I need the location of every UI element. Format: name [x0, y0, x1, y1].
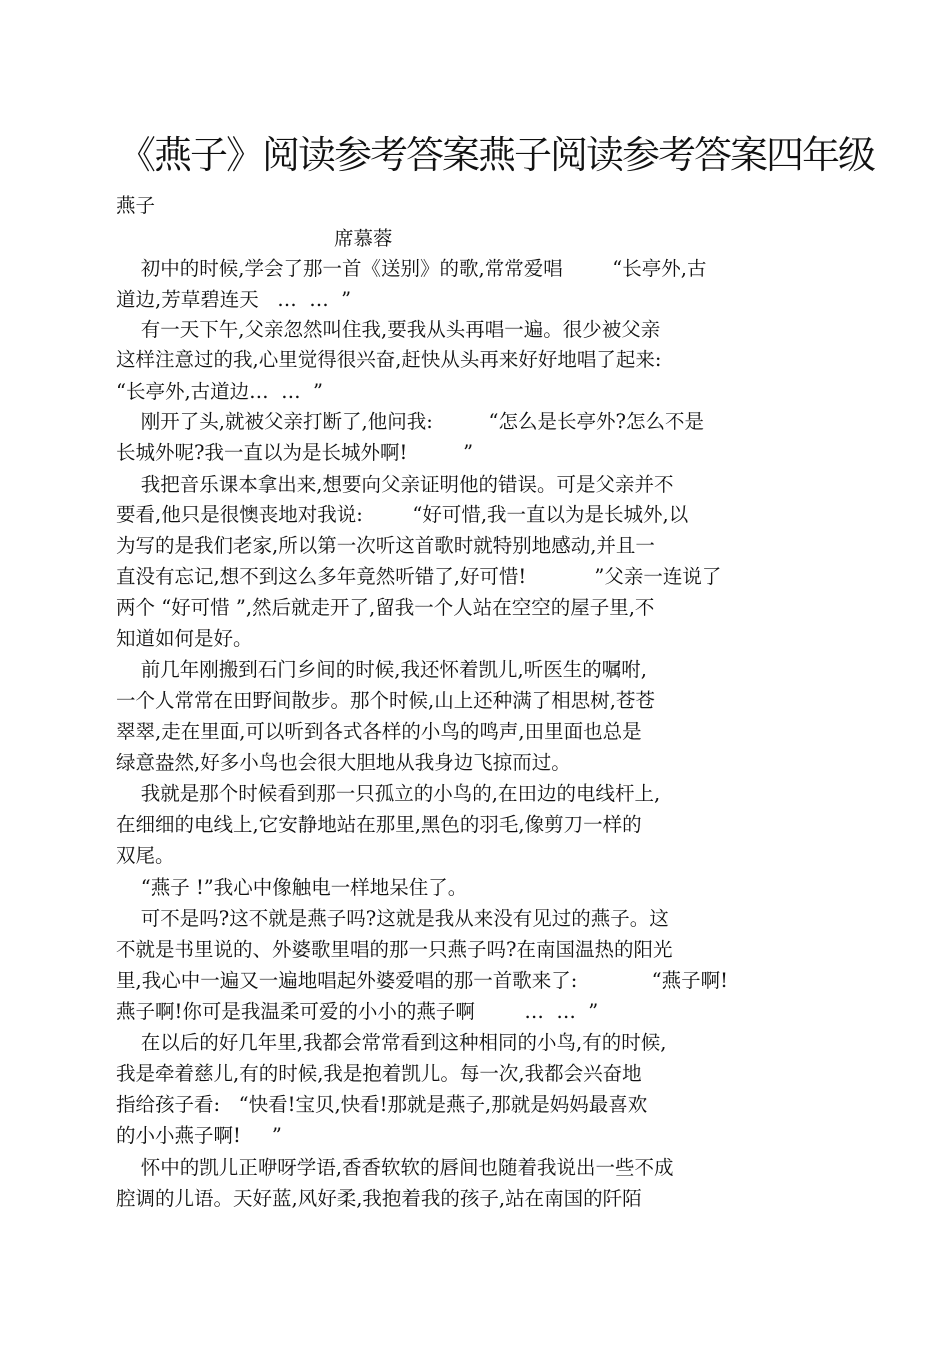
document-title: 《燕子》阅读参考答案燕子阅读参考答案四年级	[118, 133, 875, 177]
text-line: 要看,他只是很懊丧地对我说: “好可惜,我一直以为是长城外,以	[116, 503, 689, 526]
text-line: 有一天下午,父亲忽然叫住我,要我从头再唱一遍。很少被父亲	[116, 318, 661, 341]
article-author: 席慕蓉	[334, 227, 393, 250]
text-line: “燕子 !”我心中像触电一样地呆住了。	[116, 876, 468, 899]
text-line: 长城外呢?我一直以为是长城外啊! ”	[116, 441, 474, 464]
text-line: 我就是那个时候看到那一只孤立的小鸟的,在田边的电线杆上,	[116, 782, 661, 805]
text-line: 两个 “好可惜 ”,然后就走开了,留我一个人站在空空的屋子里,不	[116, 596, 655, 619]
text-line: 前几年刚搬到石门乡间的时候,我还怀着凯儿,听医生的嘱咐,	[116, 658, 647, 681]
text-line: 可不是吗?这不就是燕子吗?这就是我从来没有见过的燕子。这	[116, 907, 669, 930]
text-line: 这样注意过的我,心里觉得很兴奋,赶快从头再来好好地唱了起来:	[116, 348, 662, 371]
text-line: 为写的是我们老家,所以第一次听这首歌时就特别地感动,并且一	[116, 534, 655, 557]
text-line: 直没有忘记,想不到这么多年竟然听错了,好可惜! ”父亲一连说了	[116, 565, 722, 588]
text-line: 初中的时候,学会了那一首《送别》的歌,常常爱唱 “长亭外,古	[116, 257, 707, 280]
text-line: 刚开了头,就被父亲打断了,他问我: “怎么是长亭外?怎么不是	[116, 410, 704, 433]
text-line: 我是牵着慈儿,有的时候,我是抱着凯儿。每一次,我都会兴奋地	[116, 1062, 642, 1085]
text-line: 的小小燕子啊! ”	[116, 1124, 282, 1147]
text-line: 燕子啊!你可是我温柔可爱的小小的燕子啊 … … ”	[116, 1000, 599, 1023]
text-line: 怀中的凯儿正咿呀学语,香香软软的唇间也随着我说出一些不成	[116, 1156, 674, 1179]
text-line: 我把音乐课本拿出来,想要向父亲证明他的错误。可是父亲并不	[116, 473, 674, 496]
text-line: 知道如何是好。	[116, 627, 253, 650]
text-line: 翠翠,走在里面,可以听到各式各样的小鸟的鸣声,田里面也总是	[116, 720, 642, 743]
text-line: 在以后的好几年里,我都会常常看到这种相同的小鸟,有的时候,	[116, 1031, 667, 1054]
text-line: 指给孩子看: “快看!宝贝,快看!那就是燕子,那就是妈妈最喜欢	[116, 1093, 648, 1116]
text-line: 一个人常常在田野间散步。那个时候,山上还种满了相思树,苍苍	[116, 689, 655, 712]
text-line: “长亭外,古道边… … ”	[116, 380, 323, 403]
text-line: 里,我心中一遍又一遍地唱起外婆爱唱的那一首歌来了: “燕子啊!	[116, 969, 728, 992]
text-line: 不就是书里说的、外婆歌里唱的那一只燕子吗?在南国温热的阳光	[116, 938, 673, 961]
text-line: 在细细的电线上,它安静地站在那里,黑色的羽毛,像剪刀一样的	[116, 813, 642, 836]
text-line: 双尾。	[116, 844, 175, 867]
text-line: 腔调的儿语。天好蓝,风好柔,我抱着我的孩子,站在南国的阡陌	[116, 1187, 642, 1210]
article-heading: 燕子	[116, 194, 156, 217]
text-line: 绿意盎然,好多小鸟也会很大胆地从我身边飞掠而过。	[116, 751, 571, 774]
text-line: 道边,芳草碧连天 … … ”	[116, 288, 352, 311]
